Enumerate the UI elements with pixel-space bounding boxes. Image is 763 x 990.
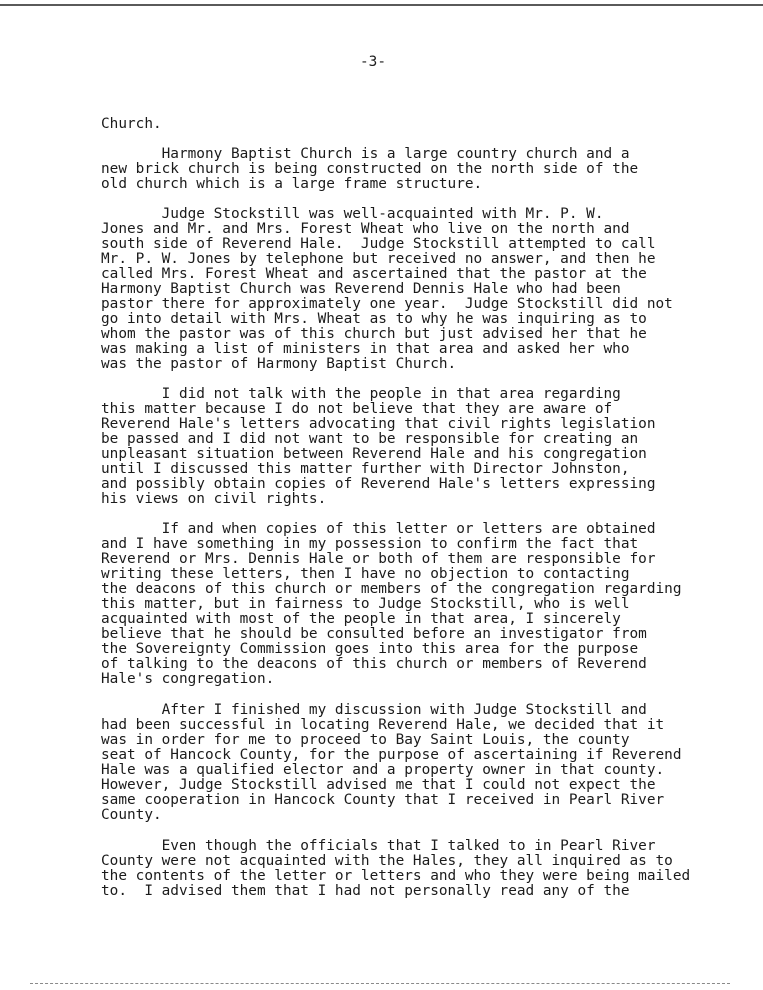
- text-line: and I have something in my possession to confirm the fact that: [101, 536, 639, 552]
- text-line: called Mrs. Forest Wheat and ascertained that the pastor at the: [101, 266, 647, 282]
- text-line: acquainted with most of the people in that area, I sincerely: [101, 611, 621, 627]
- top-edge-rule: [0, 4, 763, 6]
- text-line: County were not acquainted with the Hales, they all inquired as to: [101, 853, 673, 869]
- text-line: to. I advised them that I had not personally read any of the: [101, 883, 630, 899]
- text-line: I did not talk with the people in that area regarding: [101, 386, 621, 402]
- text-line: the deacons of this church or members of the congregation regarding: [101, 581, 682, 597]
- paragraph-4: [101, 387, 741, 507]
- text-line: Church.: [101, 116, 162, 132]
- text-line: was in order for me to proceed to Bay Saint Louis, the county: [101, 732, 630, 748]
- page-number: -3-: [360, 54, 386, 70]
- text-line: whom the pastor was of this church but just advised her that he: [101, 326, 647, 342]
- paragraph-6: [101, 703, 741, 823]
- text-line: old church which is a large frame structure.: [101, 176, 483, 192]
- text-line: his views on civil rights.: [101, 491, 327, 507]
- text-line: County.: [101, 807, 162, 823]
- text-line: If and when copies of this letter or letters are obtained: [101, 521, 656, 537]
- text-line: the Sovereignty Commission goes into this area for the purpose: [101, 641, 639, 657]
- text-line: this matter, but in fairness to Judge Stockstill, who is well: [101, 596, 630, 612]
- text-line: was making a list of ministers in that area and asked her who: [101, 341, 630, 357]
- text-line: Judge Stockstill was well-acquainted with Mr. P. W.: [101, 206, 604, 222]
- text-line: Harmony Baptist Church was Reverend Dennis Hale who had been: [101, 281, 621, 297]
- paragraph-2: [101, 147, 741, 192]
- text-line: Jones and Mr. and Mrs. Forest Wheat who live on the north and: [101, 221, 630, 237]
- text-line: south side of Reverend Hale. Judge Stockstill attempted to call: [101, 236, 656, 252]
- text-line: was the pastor of Harmony Baptist Church.: [101, 356, 457, 372]
- text-line: Mr. P. W. Jones by telephone but received no answer, and then he: [101, 251, 656, 267]
- text-line: Reverend or Mrs. Dennis Hale or both of them are responsible for: [101, 551, 656, 567]
- text-line: After I finished my discussion with Judge Stockstill and: [101, 702, 647, 718]
- text-line: Reverend Hale's letters advocating that civil rights legislation: [101, 416, 656, 432]
- text-line: Hale's congregation.: [101, 671, 275, 687]
- paragraph-1: [101, 117, 741, 132]
- text-line: had been successful in locating Reverend Hale, we decided that it: [101, 717, 665, 733]
- text-line: seat of Hancock County, for the purpose of ascertaining if Reverend: [101, 747, 682, 763]
- paragraph-7: [101, 839, 741, 899]
- paragraph-3: [101, 207, 741, 372]
- text-line: of talking to the deacons of this church or members of Reverend: [101, 656, 647, 672]
- text-line: Hale was a qualified elector and a property owner in that county.: [101, 762, 665, 778]
- text-line: and possibly obtain copies of Reverend Hale's letters expressing: [101, 476, 656, 492]
- text-line: be passed and I did not want to be responsible for creating an: [101, 431, 639, 447]
- paragraph-5: [101, 522, 741, 687]
- text-line: unpleasant situation between Reverend Hale and his congregation: [101, 446, 647, 462]
- text-line: However, Judge Stockstill advised me that I could not expect the: [101, 777, 656, 793]
- text-line: pastor there for approximately one year. Judge Stockstill did not: [101, 296, 673, 312]
- text-line: until I discussed this matter further with Director Johnston,: [101, 461, 630, 477]
- text-line: this matter because I do not believe that they are aware of: [101, 401, 613, 417]
- bottom-edge-rule: [30, 983, 730, 984]
- text-line: believe that he should be consulted before an investigator from: [101, 626, 647, 642]
- text-line: Harmony Baptist Church is a large country church and a: [101, 146, 630, 162]
- text-line: same cooperation in Hancock County that I received in Pearl River: [101, 792, 665, 808]
- text-line: new brick church is being constructed on the north side of the: [101, 161, 639, 177]
- text-line: Even though the officials that I talked to in Pearl River: [101, 838, 656, 854]
- text-line: go into detail with Mrs. Wheat as to why he was inquiring as to: [101, 311, 647, 327]
- text-line: the contents of the letter or letters and who they were being mailed: [101, 868, 691, 884]
- text-line: writing these letters, then I have no objection to contacting: [101, 566, 630, 582]
